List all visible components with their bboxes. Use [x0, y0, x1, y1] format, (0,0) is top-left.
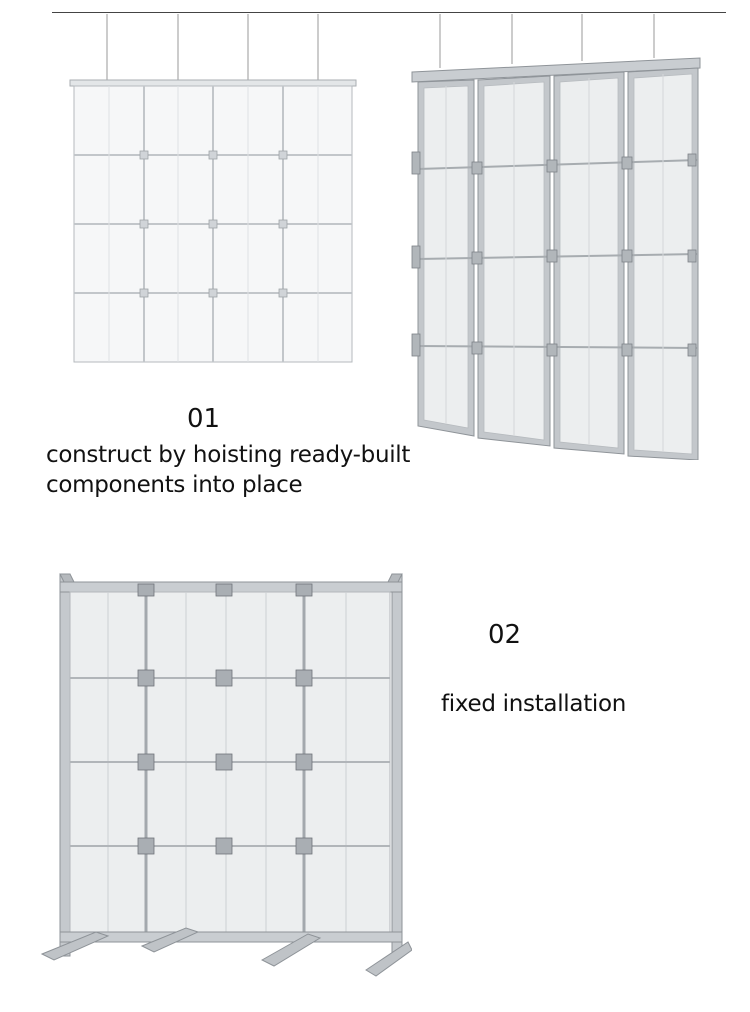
- step-01-caption-line-1: construct by hoisting ready-built: [46, 442, 411, 468]
- step-number-02: 02: [488, 620, 522, 650]
- top-divider-line: [52, 12, 726, 13]
- hoisted-panels-front-illustration: [60, 14, 360, 370]
- fixed-installation-illustration: [36, 570, 412, 998]
- step-01-caption-line-2: components into place: [46, 472, 303, 498]
- hoisted-panels-angled-illustration: [404, 14, 704, 460]
- step-02-caption: fixed installation: [441, 691, 627, 717]
- step-number-01: 01: [187, 404, 221, 434]
